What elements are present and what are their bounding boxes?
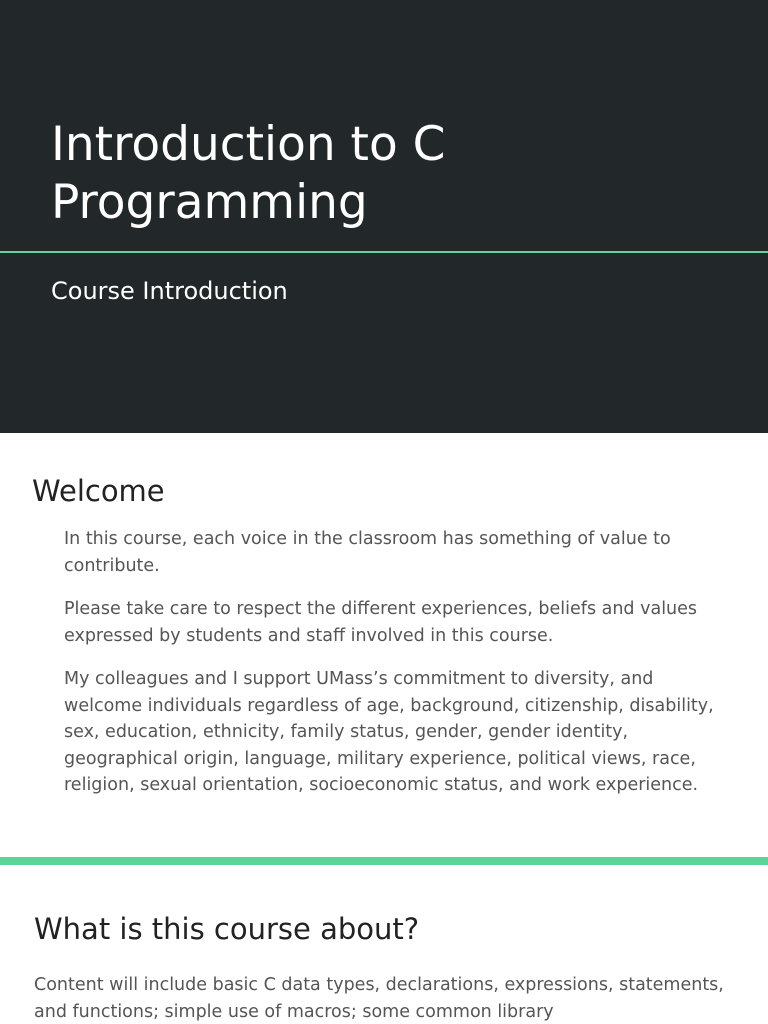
welcome-paragraph: In this course, each voice in the classroom has something of value to contribute. [64,529,671,576]
welcome-body [64,526,728,816]
course-title: Introduction to C Programming [51,117,446,230]
welcome-slide [0,433,768,857]
about-heading: What is this course about? [34,912,420,946]
welcome-paragraph: Please take care to respect the different experiences, beliefs and values expressed by students and staff involved in this course. [64,599,698,646]
slide-divider [0,857,768,865]
title-divider [0,251,768,253]
about-slide [0,865,768,1024]
welcome-paragraph: My colleagues and I support UMass’s commitment to diversity, and welcome individuals regardless of age, background, citizenship, disability, sex, education, ethnicity, family status, gender, gender identity, geographical origin, language, military experience, political views, race, religion, sexual orientation, socioeconomic status, and work experience. [64,669,714,795]
about-paragraph: Content will include basic C data types, declarations, expressions, statements, and functions; simple use of macros; some common library [34,975,724,1022]
course-subtitle: Course Introduction [51,277,288,305]
welcome-heading: Welcome [32,474,165,508]
title-slide [0,0,768,433]
